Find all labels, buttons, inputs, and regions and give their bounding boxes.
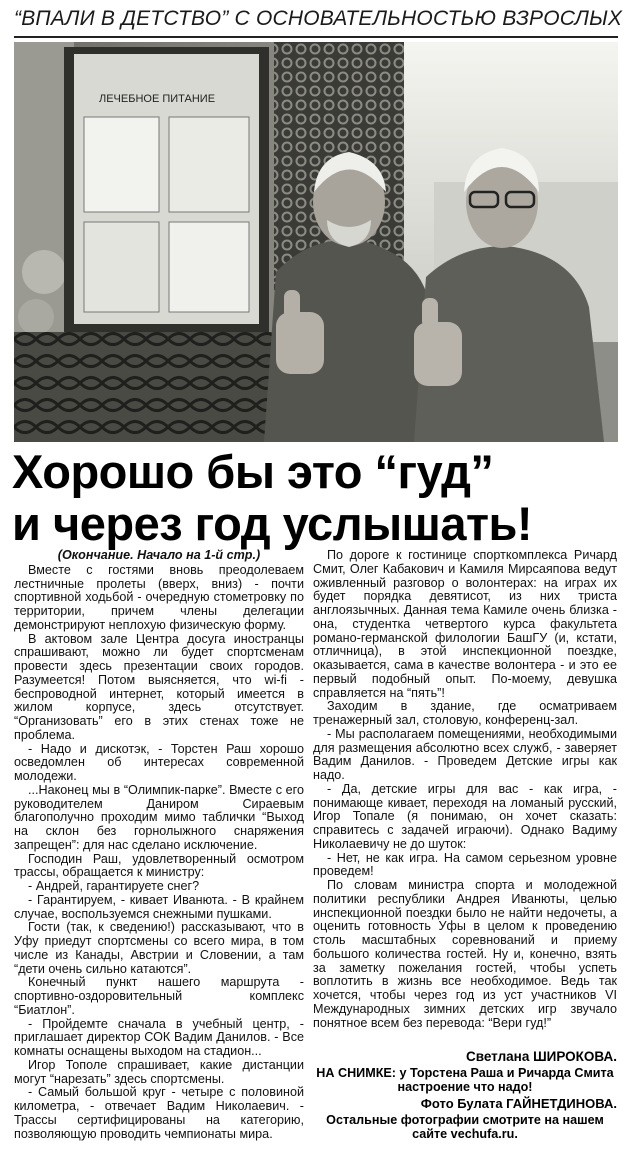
paragraph: - Гарантируем, - кивает Иванюта. - В крайнем случае, воспользуемся снежными пушками. <box>14 892 304 921</box>
paragraph: ...Наконец мы в “Олимпик-парке”. Вместе с его руководителем Даниром Сираевым благополучно проходим мимо таблички “Выход на склон без горнолыжного снаряжения запрещен”: для нас сделано исключение. <box>14 782 304 852</box>
left-thumbs-up <box>276 312 324 374</box>
paragraph: Вместе с гостями вновь преодолеваем лестничные пролеты (вверх, вниз) - почти спортивной ходьбой - очередную стометровку по территории, причем члены делегации демонстрируют неплохую физическую форму. <box>14 562 304 632</box>
photo-credit: Фото Булата ГАЙНЕТДИНОВА. <box>420 1096 617 1111</box>
article-photo <box>14 42 618 442</box>
headline-line-1: Хорошо бы это “гуд” <box>12 445 494 498</box>
paragraph: Игор Тополе спрашивает, какие дистанции могут “нарезать” здесь спортсмены. <box>14 1057 304 1086</box>
paragraph: - Да, детские игры для вас - как игра, - понимающе кивает, переходя на ломаный русский, Игор Топале (я понимаю, он хочет сказать: справитесь с задачей играючи). Однако Вадиму Николаевичу не до шуток: <box>313 781 617 851</box>
headline-line-2: и через год услышать! <box>12 497 533 550</box>
website-note: Остальные фотографии смотрите на нашем сайте vechufa.ru. <box>326 1113 604 1141</box>
paragraph: Гости (так, к сведению!) рассказывают, что в Уфу приедут спортсмены со всего мира, в том числе из Канады, Австрии и Словении, а там “дети очень сильно катаются”. <box>14 920 304 976</box>
photo-caption: НА СНИМКЕ: у Торстена Раша и Ричарда Смита настроение что надо! <box>316 1066 614 1094</box>
paragraph: - Мы располагаем помещениями, необходимыми для размещения абсолютно всех служб, - заверяет Вадим Данилов. - Проведем Детские игры как надо. <box>313 726 617 782</box>
paragraph: Господин Раш, удовлетворенный осмотром трассы, обращается к министру: <box>14 851 304 880</box>
board-header: ЛЕЧЕБНОЕ ПИТАНИЕ <box>99 93 216 105</box>
paragraph: По дороге к гостинице спорткомплекса Ричард Смит, Олег Кабакович и Камиля Мирсаяпова ведут оживленный разговор о волонтерах: на играх их будет порядка девятисот, из них триста англоязычных. Данная тема Камиле очень близка - она, студентка четвертого курса факультета романо-германской филологии БашГУ (и, кстати, отличница), в этой инспекционной поездке, оказывается, сама в качестве волонтера - и это ее первый подобный опыт. По-моему, девушка справляется на “пять”! <box>313 548 617 700</box>
paragraph: - Самый большой круг - четыре с половиной километра, - отвечает Вадим Николаевич. - Трассы сертифицированы на категорию, позволяющую проводить чемпионаты мира. <box>14 1085 304 1141</box>
left-column <box>14 549 304 1141</box>
paragraph: - Андрей, гарантируете снег? <box>28 879 200 893</box>
paragraph: Конечный пункт нашего маршрута - спортивно-оздоровительный комплекс “Биатлон”. <box>14 975 304 1017</box>
paragraph: - Нет, не как игра. На самом серьезном уровне проведем! <box>313 850 617 879</box>
headline <box>12 446 620 550</box>
paragraph: В актовом зале Центра досуга иностранцы спрашивают, можно ли будет спортсменам провести здесь презентации своих городов. Разумеется! Потом выясняется, что wi-fi - беспроводной интернет, который имеется в жилом корпусе, здесь отсутствует. “Организовать” его в этих стенах тоже не проблема. <box>14 631 304 742</box>
article-credits <box>313 1050 617 1141</box>
paragraph: - Надо и дискотэк, - Торстен Раш хорошо осведомлен об интересах современной молодежи. <box>14 741 304 783</box>
paragraph: Заходим в здание, где осматриваем тренажерный зал, столовую, конференц-зал. <box>313 699 617 727</box>
section-rubric: “ВПАЛИ В ДЕТСТВО” С ОСНОВАТЕЛЬНОСТЬЮ ВЗРОСЛЫХ <box>14 6 618 38</box>
paragraph: По словам министра спорта и молодежной политики республики Андрея Иванюты, целью инспекционной поездки было не найти недочеты, а оценить готовность Уфы в целом к проведению столь масштабных соревнований и приему большого количества гостей. Ну и, конечно, взять за заметку пожелания гостей, чтобы успеть воплотить в жизнь все необходимое. Ведь так хочется, чтобы через год из уст участников VI Международных зимних детских игр звучало понятное всем без перевода: “Вери гуд!” <box>313 878 617 1030</box>
paragraph: - Пройдемте сначала в учебный центр, - приглашает директор СОК Вадим Данилов. - Все комнаты оснащены выходом на стадион... <box>14 1016 304 1058</box>
right-column <box>313 549 617 1030</box>
author-signature: Светлана ШИРОКОВА. <box>465 1049 617 1064</box>
lead-note: (Окончание. Начало на 1-й стр.) <box>57 548 261 562</box>
right-thumbs-up <box>414 322 462 386</box>
